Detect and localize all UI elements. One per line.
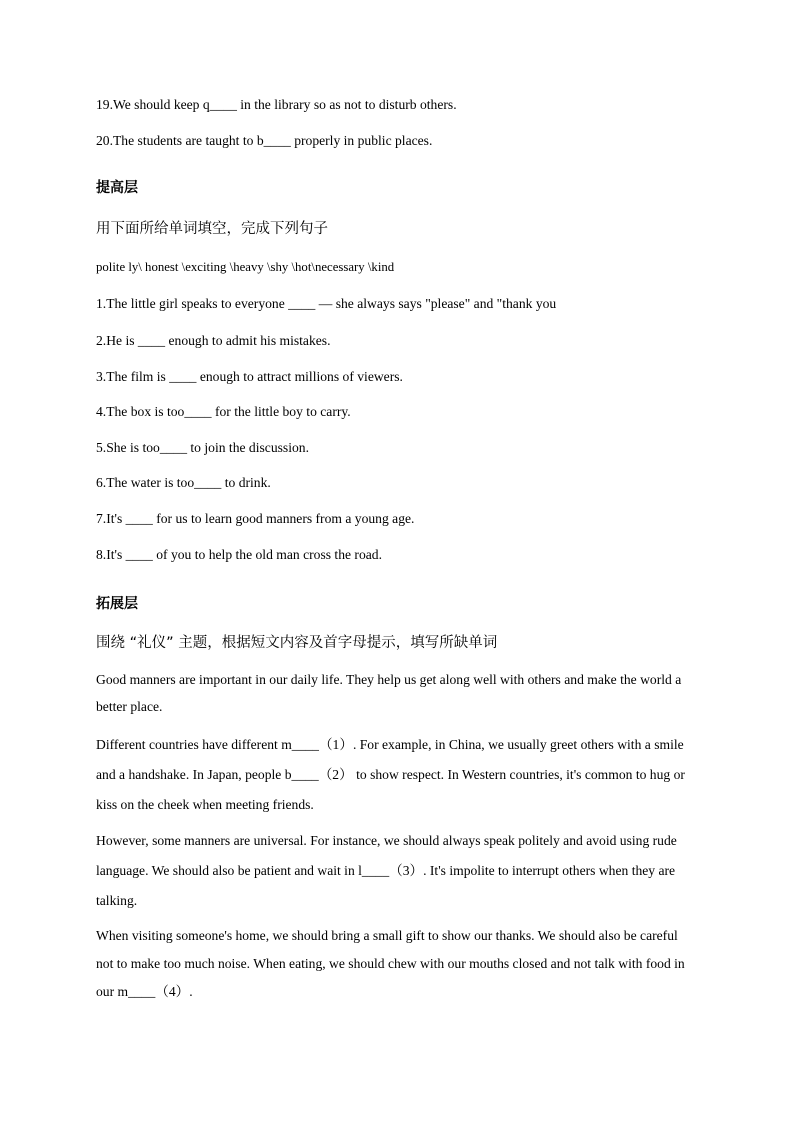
section-heading-extend: 拓展层 bbox=[96, 596, 138, 612]
instruction-extend: 围绕 “礼仪” 主题，根据短文内容及首字母提示，填写所缺单词 bbox=[96, 635, 498, 651]
improve-item-7: 7.It's ____ for us to learn good manners from a young age. bbox=[96, 511, 415, 526]
passage-paragraph-4: When visiting someone's home, we should bring a small gift to show our thanks. We should also be careful not to make too much noise. When eating, we should chew with our mouths closed and not talk with food in our m____（4）. bbox=[96, 928, 685, 999]
improve-item-5: 5.She is too____ to join the discussion. bbox=[96, 440, 309, 455]
improve-item-1: 1.The little girl speaks to everyone ____ — she always says "please" and "thank you bbox=[96, 296, 557, 311]
word-bank: polite ly\ honest \exciting \heavy \shy \hot\necessary \kind bbox=[96, 260, 395, 274]
improve-item-2: 2.He is ____ enough to admit his mistakes. bbox=[96, 333, 331, 348]
improve-item-6: 6.The water is too____ to drink. bbox=[96, 475, 271, 490]
question-19: 19.We should keep q____ in the library so as not to disturb others. bbox=[96, 97, 457, 112]
instruction-improve: 用下面所给单词填空，完成下列句子 bbox=[96, 221, 328, 237]
section-heading-improve: 提高层 bbox=[96, 180, 138, 196]
improve-item-3: 3.The film is ____ enough to attract millions of viewers. bbox=[96, 369, 403, 384]
question-20: 20.The students are taught to b____ properly in public places. bbox=[96, 133, 433, 148]
passage-paragraph-1: Good manners are important in our daily life. They help us get along well with others and make the world a better place. bbox=[96, 672, 682, 714]
improve-item-8: 8.It's ____ of you to help the old man cross the road. bbox=[96, 547, 382, 562]
passage-paragraph-3: However, some manners are universal. For instance, we should always speak politely and avoid using rude language. We should also be patient and wait in l____（3）. It's impolite to interrupt others when they are talking. bbox=[96, 833, 677, 908]
improve-item-4: 4.The box is too____ for the little boy to carry. bbox=[96, 404, 351, 419]
passage-paragraph-2: Different countries have different m____（1）. For example, in China, we usually greet others with a smile and a handshake. In Japan, people b____（2） to show respect. In Western countries, it's common to hug or kiss on the cheek when meeting friends. bbox=[96, 737, 685, 812]
